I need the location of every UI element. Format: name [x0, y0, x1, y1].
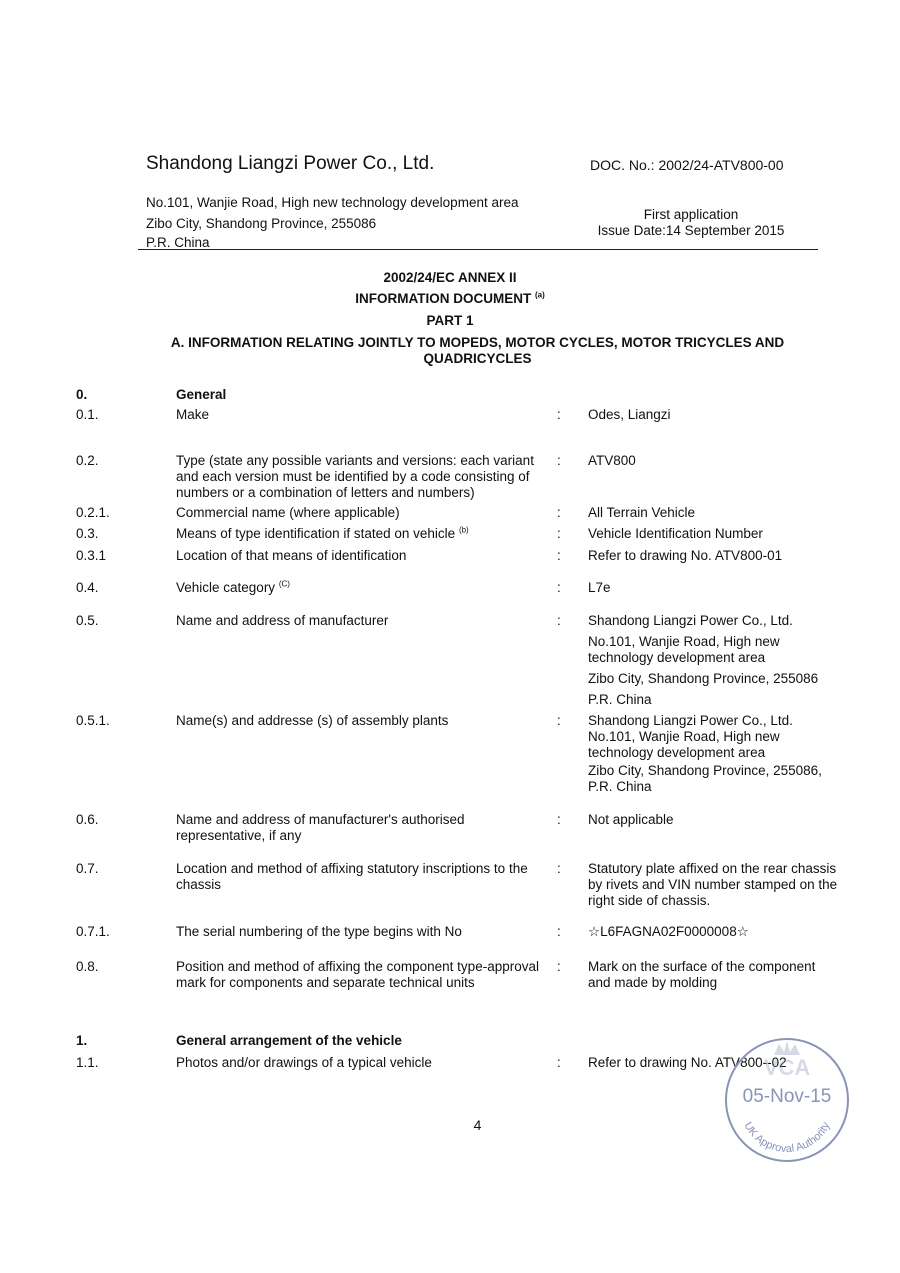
item-description: The serial numbering of the type begins with No: [176, 924, 462, 939]
item-description: Name(s) and addresse (s) of assembly plants: [176, 713, 449, 728]
value-line: P.R. China: [588, 779, 652, 794]
item-value: [588, 959, 838, 991]
item-description: Type (state any possible variants and versions: each variant and each version must be identified by a code consisting of numbers or a combination of letters and numbers): [176, 453, 534, 500]
item-value: [588, 407, 838, 423]
item-value: [588, 453, 838, 469]
value-line: Odes, Liangzi: [588, 407, 671, 422]
separator-colon: :: [557, 713, 561, 728]
approval-stamp: [722, 1035, 852, 1165]
item-description: Location of that means of identification: [176, 548, 407, 563]
item-number: 0.6.: [76, 812, 99, 827]
item-number: 0.3.1: [76, 548, 107, 563]
value-line: ATV800: [588, 453, 636, 468]
item-value: [588, 580, 838, 596]
address-line-1: No.101, Wanjie Road, High new technology development area: [146, 195, 519, 210]
separator-colon: :: [557, 453, 561, 468]
doc-number: DOC. No.: 2002/24-ATV800-00: [590, 157, 784, 173]
address-line-2: Zibo City, Shandong Province, 255086: [146, 216, 377, 231]
item-number: 1.: [76, 1033, 88, 1048]
company-name: Shandong Liangzi Power Co., Ltd.: [146, 153, 435, 174]
item-value: [588, 505, 838, 521]
item-value: [588, 924, 838, 940]
separator-colon: :: [557, 580, 561, 595]
separator-colon: :: [557, 505, 561, 520]
item-number: 1.1.: [76, 1055, 99, 1070]
item-number: 0.5.1.: [76, 713, 110, 728]
separator-colon: :: [557, 1055, 561, 1070]
part-title: PART 1: [426, 313, 474, 328]
address-line-3: P.R. China: [146, 235, 210, 250]
value-line: Refer to drawing No. ATV800-01: [588, 548, 783, 563]
annex-title: 2002/24/EC ANNEX II: [383, 270, 517, 285]
svg-text:VCA: VCA: [763, 1055, 811, 1080]
separator-colon: :: [557, 812, 561, 827]
item-number: 0.5.: [76, 613, 99, 628]
page-number: 4: [473, 1117, 482, 1133]
item-number: 0.2.: [76, 453, 99, 468]
value-line: All Terrain Vehicle: [588, 505, 696, 520]
item-description: Means of type identification if stated on vehicle $^{(b)}$: [176, 525, 469, 541]
value-line: No.101, Wanjie Road, High new technology development area: [588, 729, 780, 760]
separator-colon: :: [557, 407, 561, 422]
item-description: Name and address of manufacturer: [176, 613, 389, 628]
item-description: General: [176, 387, 227, 402]
item-number: 0.7.: [76, 861, 99, 876]
item-value: [588, 613, 838, 713]
item-value: [588, 713, 838, 813]
value-line: Shandong Liangzi Power Co., Ltd.: [588, 713, 793, 728]
stamp-date: 05-Nov-15: [742, 1086, 832, 1107]
separator-colon: :: [557, 526, 561, 541]
header-divider: [138, 249, 818, 250]
item-description: Position and method of affixing the component type-approval mark for components and separate technical units: [176, 959, 539, 990]
item-number: 0.: [76, 387, 88, 402]
item-number: 0.1.: [76, 407, 99, 422]
item-description: Make: [176, 407, 210, 422]
value-line: ☆L6FAGNA02F0000008☆: [588, 924, 749, 939]
issue-date: Issue Date:14 September 2015: [597, 223, 785, 238]
separator-colon: :: [557, 924, 561, 939]
item-value: [588, 812, 838, 828]
value-line: Zibo City, Shandong Province, 255086,: [588, 763, 822, 778]
item-description: Photos and/or drawings of a typical vehicle: [176, 1055, 432, 1070]
value-line: Shandong Liangzi Power Co., Ltd.: [588, 613, 793, 628]
crown-icon: [764, 1041, 811, 1080]
item-description: Location and method of affixing statutory inscriptions to the chassis: [176, 861, 528, 892]
item-description: Vehicle category $^{(C)}$: [176, 579, 290, 595]
stamp-authority: UK Approval Authority: [741, 1120, 833, 1156]
value-line: L7e: [588, 580, 611, 595]
value-line: Mark on the surface of the component and made by molding: [588, 959, 816, 990]
item-value: [588, 526, 838, 542]
item-description: Commercial name (where applicable): [176, 505, 400, 520]
item-number: 0.4.: [76, 580, 99, 595]
separator-colon: :: [557, 959, 561, 974]
item-number: 0.2.1.: [76, 505, 110, 520]
value-line: Not applicable: [588, 812, 674, 827]
item-value: [588, 861, 838, 909]
info-doc-title: INFORMATION DOCUMENT $^{(a)}$: [355, 290, 545, 306]
value-line: Statutory plate affixed on the rear chassis by rivets and VIN number stamped on the right side of chassis.: [588, 861, 838, 908]
value-line: P.R. China: [588, 692, 652, 707]
item-number: 0.7.1.: [76, 924, 110, 939]
separator-colon: :: [557, 861, 561, 876]
value-line: Vehicle Identification Number: [588, 526, 763, 541]
value-line: No.101, Wanjie Road, High new technology development area: [588, 634, 780, 665]
item-description: General arrangement of the vehicle: [176, 1033, 402, 1048]
item-description: Name and address of manufacturer's authorised representative, if any: [176, 812, 465, 843]
section-a-title: A. INFORMATION RELATING JOINTLY TO MOPEDS, MOTOR CYCLES, MOTOR TRICYCLES AND QUADRICYCLES: [170, 335, 785, 366]
value-line: Refer to drawing No. ATV800--02: [588, 1055, 787, 1070]
item-number: 0.8.: [76, 959, 99, 974]
separator-colon: :: [557, 548, 561, 563]
item-number: 0.3.: [76, 526, 99, 541]
value-line: Zibo City, Shandong Province, 255086: [588, 671, 819, 686]
application-type: First application: [643, 207, 739, 222]
separator-colon: :: [557, 613, 561, 628]
item-value: [588, 548, 838, 564]
